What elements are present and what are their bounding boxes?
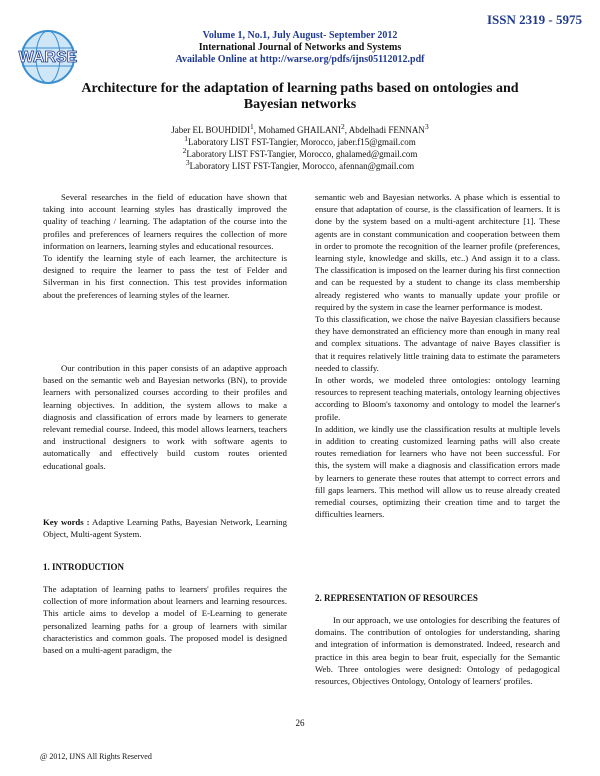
abstract-paragraph-2: To identify the learning style of each learner, the architecture is designed to require the learner to pass the test of Felder and Silverman in his first connection. This test provides information about the preferences of learning styles of the learner. [43,253,287,300]
volume-line: Volume 1, No.1, July August- September 2012 [202,30,398,41]
right-paragraph-3: In other words, we modeled three ontologies: ontology learning resources to represent teaching materials, ontology learning objectives according to Bloom's taxonomy and ontology to model the learner's profile. [315,375,560,422]
affiliation-1-text: Laboratory LIST FST-Tangier, Morocco, jaber.f15@gmail.com [188,137,416,147]
issn: ISSN 2319 - 5975 [487,12,582,27]
left-column-contribution [43,362,287,472]
abstract-paragraph-1: Several researches in the field of education have shown that taking into account learning styles has drastically improved the quality of teaching / learning. The adaptation of the course into the profiles and preferences of learners requires the collection of more information on learners, learning styles and educational resources. [43,192,287,251]
logo-text: WARSE [18,49,78,66]
page-number: 26 [295,718,305,728]
affiliation-1: $^1$Laboratory LIST FST-Tangier, Morocco, jaber.f15@gmail.com [184,134,416,147]
online-url[interactable]: Available Online at http://warse.org/pdfs/ijns05112012.pdf [175,54,425,65]
section-2-paragraph-1: In our approach, we use ontologies for describing the features of domains. The contribution of ontologies for understanding, sharing and integration of information is demonstrated. Indeed, research and practice in this area begin to bear fruit, especially for the Semantic Web. Three ontologies were designed: Ontology of pedagogical resources, Objectives Ontology, Ontology of learners' profiles. [315,615,560,687]
keywords-text: Adaptive Learning Paths, Bayesian Network, Learning Object, Multi-agent System. [43,517,287,540]
copyright: @ 2012, IJNS All Rights Reserved [40,752,152,761]
affiliation-2: $^2$Laboratory LIST FST-Tangier, Morocco, ghalamed@gmail.com [182,146,418,159]
title-line-2: Bayesian networks [243,97,357,112]
affiliation-3-text: Laboratory LIST FST-Tangier, Morocco, afennan@gmail.com [189,161,415,171]
introduction-body [43,583,287,656]
section-2-body [315,614,560,687]
journal-name: International Journal of Networks and Systems [198,42,402,53]
right-paragraph-2: To this classification, we chose the naïve Bayesian classifiers because they have demonstrated an efficiency more than enough in many real and complex situations. The advantage of naive Bayes classifier is that it requires relatively little training data to estimate the parameters needed to classify. [315,314,560,373]
section-2-heading: 2. REPRESENTATION OF RESOURCES [315,593,478,603]
keywords [43,516,287,540]
title-line-1: Architecture for the adaptation of learning paths based on ontologies and [81,81,519,96]
affiliation-3: $^3$Laboratory LIST FST-Tangier, Morocco, afennan@gmail.com [185,158,415,171]
abstract-paragraph-3: Our contribution in this paper consists of an adaptive approach based on the semantic web and Bayesian networks (BN), to provide learners with personalized courses according to their profiles and learning objectives. In addition, the system allows to make a diagnosis and classification of errors made by learners to generate relevant remedial course. Indeed, this model allows learners, teachers and instructional designers to work with software agents to automatically and effectively build custom routes oriented educational goals. [43,363,287,471]
introduction-heading: 1. INTRODUCTION [43,562,125,572]
keywords-label: Key words : [43,517,90,527]
paper-title [60,81,540,113]
right-column [315,191,560,520]
right-paragraph-1: semantic web and Bayesian networks. A phase which is essential to ensure that adaptation of course, is the classification of learners. It is done by the system based on a multi-agent architecture [1]. These agents are in constant communication and cooperation between them in order to promote the recognition of the learner profile (preferences, learning style, knowledge and skills, etc..) And assign it to a class. The classification is imposed on the learner during his first connection and can be requested by a student to change its class membership already registered who wants to manually update your profile or required by the system in case the learner performance is modest. [315,192,560,312]
right-paragraph-4: In addition, we kindly use the classification results at multiple levels in addition to creating customized learning paths will also create routes remediation for learners who have not been successful. For this, the system will make a diagnosis and classification errors made by learners to generate these routes that attempt to correct errors and fill gaps learners. This method will allow us to reuse already created remedial courses, optimizing their creation time and to target the difficulties learners. [315,423,560,520]
introduction-paragraph-1: The adaptation of learning paths to learners' profiles requires the collection of more information about learners and learning resources. This article aims to develop a model of E-Learning to generate personalized learning paths for a group of learners with similar characteristics and common goals. The proposed model is designed based on a multi-agent paradigm, the [43,584,287,656]
affiliation-2-text: Laboratory LIST FST-Tangier, Morocco, ghalamed@gmail.com [186,149,418,159]
authors: Jaber EL BOUHDIDI$^1$, Mohamed GHAILANI$^2$, Abdelhadi FENNAN$^3$ [171,122,429,135]
left-column [43,191,287,301]
